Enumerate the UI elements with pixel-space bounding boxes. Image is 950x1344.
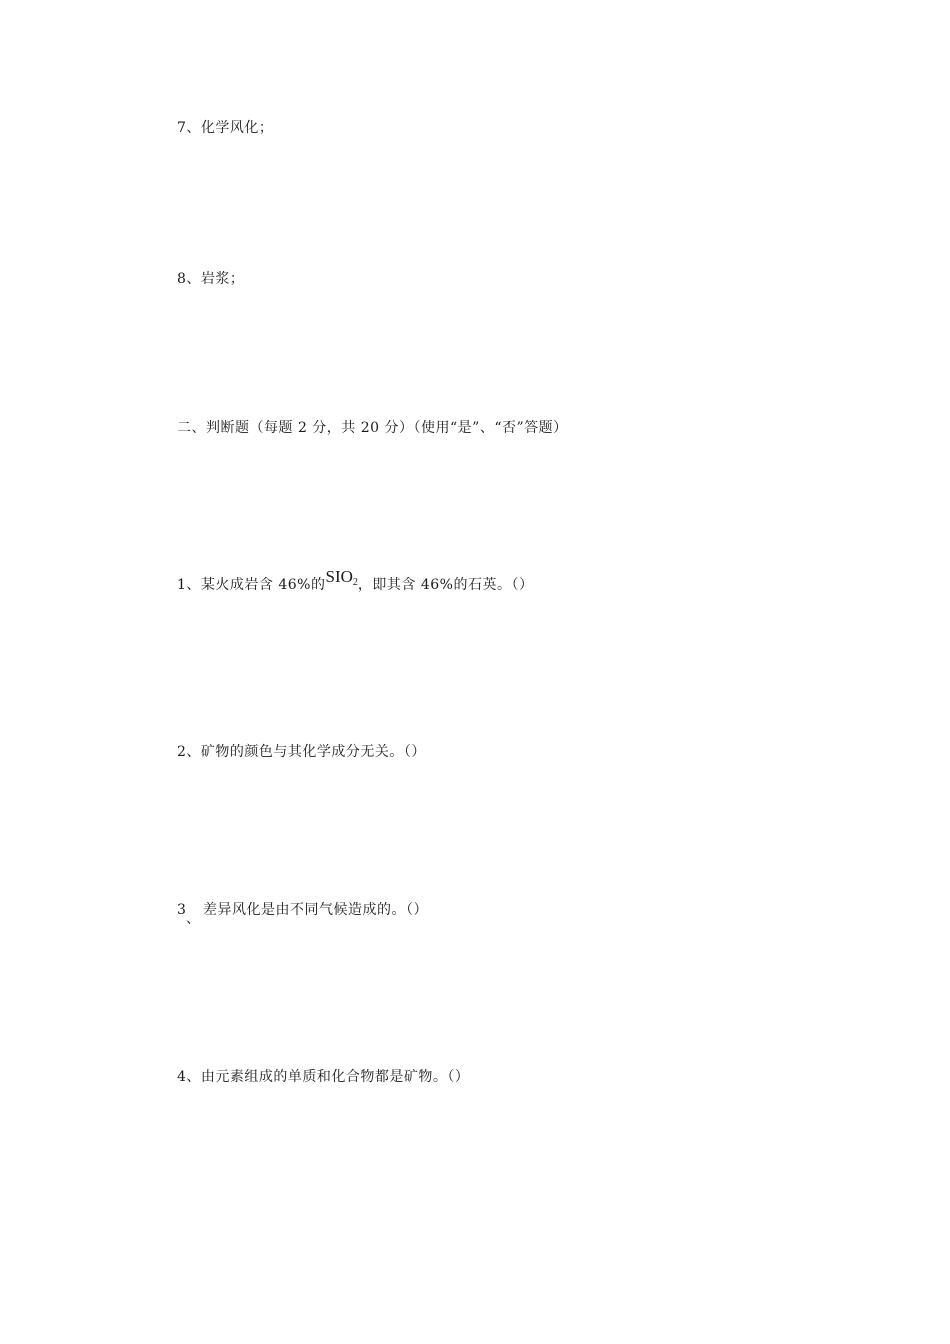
question-1-suffix: ，即其含 46%的石英。（） — [357, 577, 534, 593]
definition-item-7: 7、化学风化； — [177, 120, 274, 136]
formula-subscript: 2 — [352, 577, 358, 588]
question-4: 4、由元素组成的单质和化合物都是矿物。（） — [177, 1069, 470, 1085]
question-2: 2、矿物的颜色与其化学成分无关。（） — [177, 744, 426, 760]
question-1 — [177, 567, 534, 596]
question-3-digit: 3 — [177, 902, 187, 918]
definition-item-8: 8、岩浆； — [177, 271, 245, 287]
question-3 — [177, 901, 428, 927]
question-3-text: 差异风化是由不同气候造成的。（） — [203, 902, 428, 918]
question-3-number — [177, 901, 203, 927]
question-3-separator: 、 — [186, 911, 201, 927]
section-heading-true-false: 二、判断题（每题 2 分，共 20 分）（使用“是”、“否”答题） — [177, 420, 568, 436]
chemical-formula — [325, 567, 357, 586]
formula-main: SIO — [325, 567, 353, 586]
question-1-prefix: 1、某火成岩含 46%的 — [177, 577, 326, 593]
